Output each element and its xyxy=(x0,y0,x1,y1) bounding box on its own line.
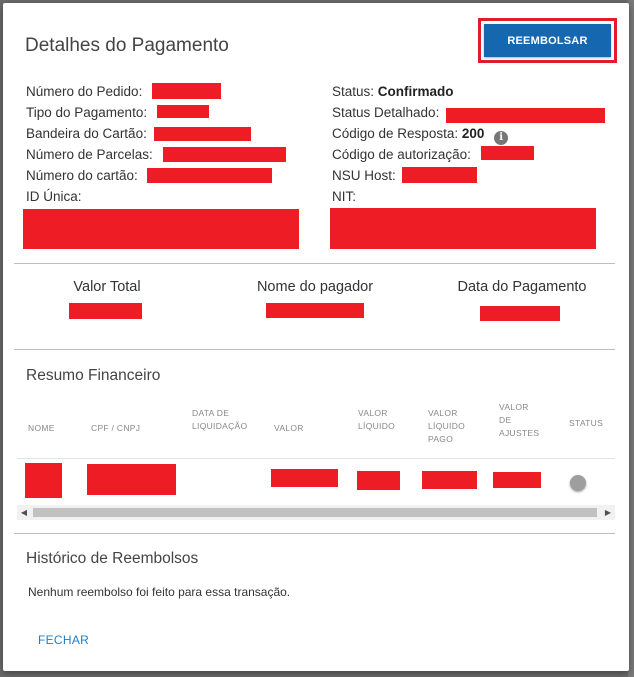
close-button[interactable]: FECHAR xyxy=(38,633,90,647)
divider xyxy=(14,263,615,264)
status-value: Confirmado xyxy=(377,84,454,99)
card-number-label: Número do cartão: xyxy=(26,168,138,183)
payment-type-value-redacted xyxy=(157,105,209,118)
nit-value-redacted xyxy=(330,208,596,249)
modal-title: Detalhes do Pagamento xyxy=(25,35,229,56)
payment-date-label: Data do Pagamento xyxy=(457,279,587,295)
cpf-cell-redacted xyxy=(87,464,176,495)
total-value-label: Valor Total xyxy=(73,279,141,295)
refund-button-highlight xyxy=(478,18,617,63)
col-header-status: STATUS xyxy=(569,418,604,428)
chevron-right-icon[interactable]: ▶ xyxy=(604,508,612,517)
col-header-value: VALOR xyxy=(274,423,304,433)
auth-code-value-redacted xyxy=(481,146,534,160)
nit-label: NIT: xyxy=(332,189,357,204)
name-cell-redacted xyxy=(25,463,62,498)
status-field xyxy=(332,84,454,99)
divider xyxy=(14,349,615,350)
status-label: Status: xyxy=(332,84,375,99)
nsu-host-label: NSU Host: xyxy=(332,168,396,183)
payer-name-redacted xyxy=(266,303,364,318)
order-number-label: Número do Pedido: xyxy=(26,84,143,99)
col-header-net-value: VALOR LÍQUIDO xyxy=(358,408,396,431)
refund-history-title: Histórico de Reembolsos xyxy=(26,550,199,567)
col-header-name: NOME xyxy=(28,423,55,433)
nsu-host-value-redacted xyxy=(402,167,477,183)
response-code-field xyxy=(332,126,508,145)
status-detail-label: Status Detalhado: xyxy=(332,105,440,120)
col-header-settlement-date: DATA DE LIQUIDAÇÃO xyxy=(192,408,248,431)
value-cell-redacted xyxy=(271,469,338,487)
scrollbar-thumb[interactable] xyxy=(33,508,597,517)
order-number-value-redacted xyxy=(152,83,221,99)
net-value-cell-redacted xyxy=(357,471,400,490)
unique-id-value-redacted xyxy=(23,209,299,249)
col-header-adjustments: VALOR DE AJUSTES xyxy=(499,402,540,438)
auth-code-label: Código de autorização: xyxy=(332,147,471,162)
col-header-net-paid-value: VALOR LÍQUIDO PAGO xyxy=(428,408,466,444)
card-brand-label: Bandeira do Cartão: xyxy=(26,126,147,141)
status-detail-value-redacted xyxy=(446,108,605,123)
divider xyxy=(14,533,615,534)
horizontal-scrollbar[interactable] xyxy=(17,505,615,520)
response-code-value: 200 xyxy=(461,126,485,141)
card-number-value-redacted xyxy=(147,168,272,183)
net-paid-cell-redacted xyxy=(422,471,477,489)
chevron-left-icon[interactable]: ◀ xyxy=(20,508,28,517)
payment-details-modal xyxy=(3,3,629,671)
adjustments-cell-redacted xyxy=(493,472,541,488)
payment-date-redacted xyxy=(480,306,560,321)
refund-empty-message: Nenhum reembolso foi feito para essa transação. xyxy=(28,585,291,599)
financial-summary-title: Resumo Financeiro xyxy=(26,367,161,384)
info-icon[interactable]: i xyxy=(494,131,508,145)
status-indicator xyxy=(570,475,586,491)
payer-name-label: Nome do pagador xyxy=(256,279,374,295)
installments-label: Número de Parcelas: xyxy=(26,147,153,162)
card-brand-value-redacted xyxy=(154,127,251,141)
unique-id-label: ID Única: xyxy=(26,189,82,204)
col-header-cpf-cnpj: CPF / CNPJ xyxy=(91,423,141,433)
refund-button[interactable]: REEMBOLSAR xyxy=(484,24,611,57)
response-code-label: Código de Resposta: xyxy=(332,126,459,141)
table-row xyxy=(17,459,615,503)
total-value-redacted xyxy=(69,303,142,319)
installments-value-redacted xyxy=(163,147,286,162)
payment-type-label: Tipo do Pagamento: xyxy=(26,105,148,120)
